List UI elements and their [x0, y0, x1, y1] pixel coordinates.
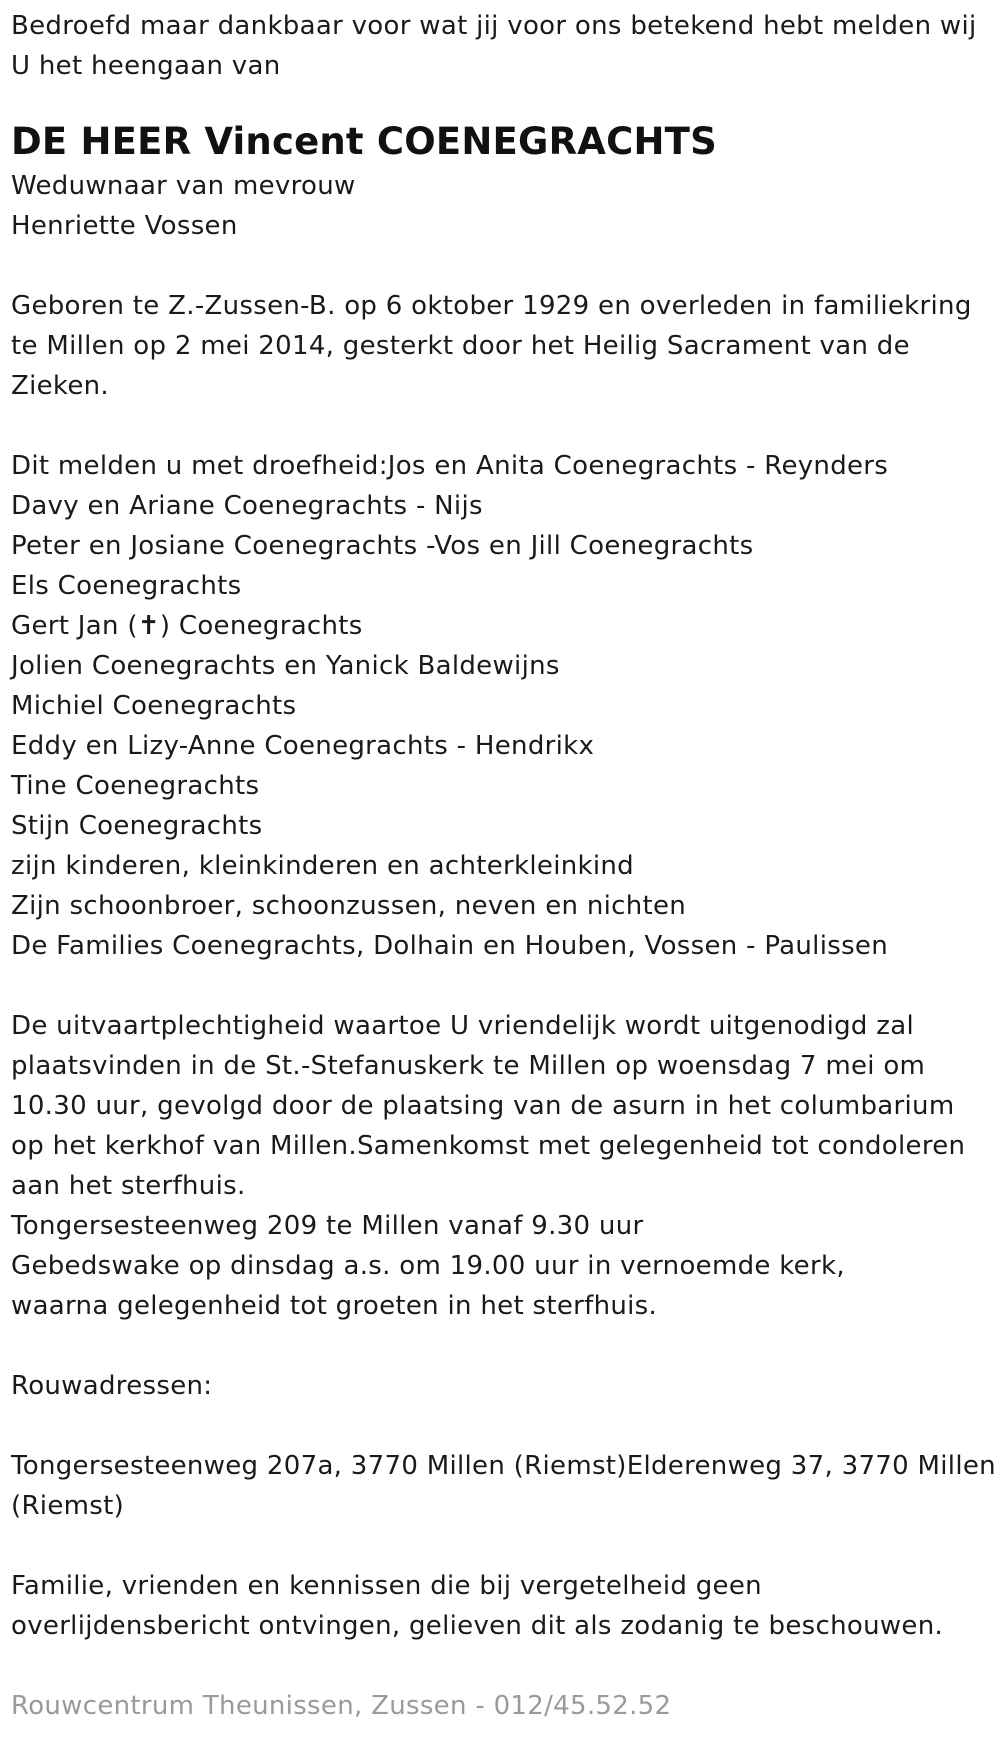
ceremony-line: De uitvaartplechtigheid waartoe U vriendelijk wordt uitgenodigd zal: [11, 1011, 914, 1041]
intro-block: [11, 6, 990, 86]
ceremony-line: Gebedswake op dinsdag a.s. om 19.00 uur in vernoemde kerk,: [11, 1251, 845, 1281]
closing-line: overlijdensbericht ontvingen, gelieven dit als zodanig te beschouwen.: [11, 1611, 944, 1641]
ceremony-line: waarna gelegenheid tot groeten in het sterfhuis.: [11, 1291, 658, 1321]
spouse-line: Weduwnaar van mevrouw: [11, 171, 356, 201]
family-line: Dit melden u met droefheid:Jos en Anita Coenegrachts - Reynders: [11, 451, 889, 481]
addresses-heading: Rouwadressen:: [11, 1371, 213, 1401]
ceremony-line: plaatsvinden in de St.-Stefanuskerk te Millen op woensdag 7 mei om: [11, 1051, 926, 1081]
birth-death-line: Zieken.: [11, 371, 110, 401]
ceremony-line: Tongersesteenweg 209 te Millen vanaf 9.30 uur: [11, 1211, 644, 1241]
spouse-line: Henriette Vossen: [11, 211, 238, 241]
ceremony-block: [11, 1006, 990, 1326]
family-line: Stijn Coenegrachts: [11, 811, 263, 841]
family-line: zijn kinderen, kleinkinderen en achterkleinkind: [11, 851, 634, 881]
birth-death-line: Geboren te Z.-Zussen-B. op 6 oktober 1929 en overleden in familiekring: [11, 291, 972, 321]
family-line: Eddy en Lizy-Anne Coenegrachts - Hendrikx: [11, 731, 595, 761]
family-line: Gert Jan (✝) Coenegrachts: [11, 611, 363, 641]
birth-death-line: te Millen op 2 mei 2014, gesterkt door het Heilig Sacrament van de: [11, 331, 910, 361]
intro-line: U het heengaan van: [11, 51, 281, 81]
family-line: Michiel Coenegrachts: [11, 691, 297, 721]
ceremony-line: 10.30 uur, gevolgd door de plaatsing van de asurn in het columbarium: [11, 1091, 955, 1121]
family-block: [11, 446, 990, 966]
spouse-block: [11, 166, 990, 246]
addresses-block: [11, 1446, 996, 1526]
deceased-name: DE HEER Vincent COENEGRACHTS: [11, 120, 717, 163]
address-line: Tongersesteenweg 207a, 3770 Millen (Riemst)Elderenweg 37, 3770 Millen: [11, 1451, 996, 1481]
ceremony-line: aan het sterfhuis.: [11, 1171, 246, 1201]
family-line: De Families Coenegrachts, Dolhain en Houben, Vossen - Paulissen: [11, 931, 888, 961]
family-line: Tine Coenegrachts: [11, 771, 260, 801]
family-line: Els Coenegrachts: [11, 571, 242, 601]
ceremony-line: op het kerkhof van Millen.Samenkomst met gelegenheid tot condoleren: [11, 1131, 966, 1161]
family-line: Peter en Josiane Coenegrachts -Vos en Jill Coenegrachts: [11, 531, 754, 561]
birth-death-block: [11, 286, 990, 406]
family-line: Zijn schoonbroer, schoonzussen, neven en nichten: [11, 891, 687, 921]
family-line: Davy en Ariane Coenegrachts - Nijs: [11, 491, 483, 521]
family-line: Jolien Coenegrachts en Yanick Baldewijns: [11, 651, 560, 681]
intro-line: Bedroefd maar dankbaar voor wat jij voor ons betekend hebt melden wij: [11, 11, 977, 41]
funeral-home-footer: Rouwcentrum Theunissen, Zussen - 012/45.52.52: [11, 1691, 672, 1721]
closing-line: Familie, vrienden en kennissen die bij vergetelheid geen: [11, 1571, 762, 1601]
closing-block: [11, 1566, 990, 1646]
address-line: (Riemst): [11, 1491, 125, 1521]
